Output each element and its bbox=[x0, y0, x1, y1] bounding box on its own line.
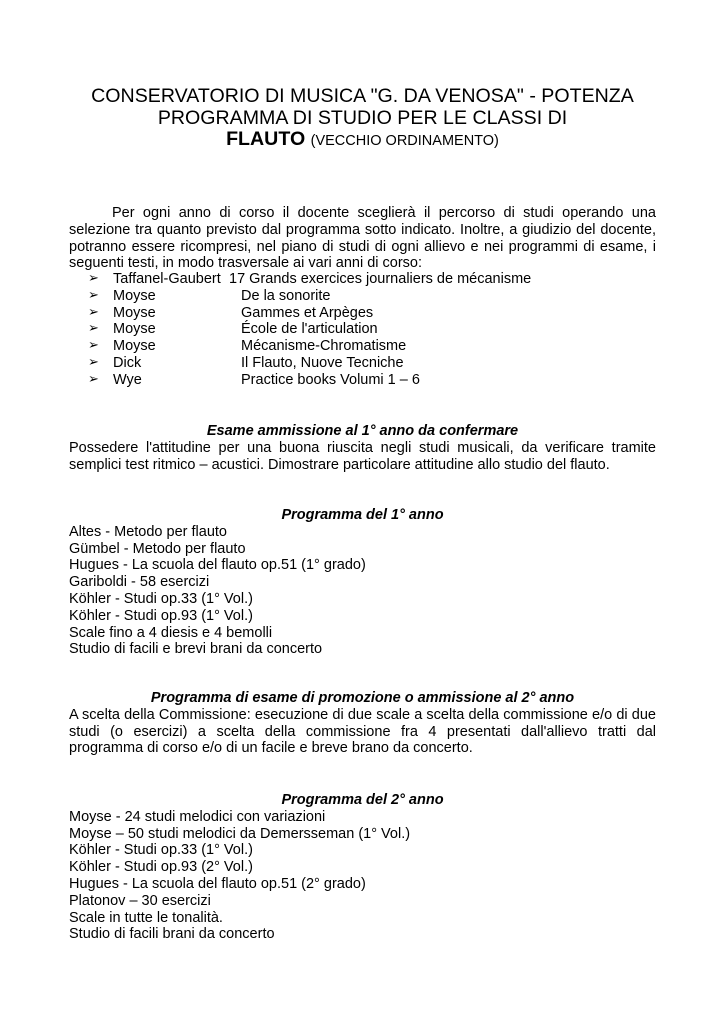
section-heading: Programma di esame di promozione o ammissione al 2° anno bbox=[150, 690, 575, 706]
item-title: Practice books Volumi 1 – 6 bbox=[241, 371, 420, 388]
item-title: Il Flauto, Nuove Tecniche bbox=[241, 354, 404, 371]
list-item: Hugues - La scuola del flauto op.51 (2° grado) bbox=[69, 875, 366, 892]
section-heading: Esame ammissione al 1° anno da confermare bbox=[206, 423, 519, 439]
list-item: Moyse – 50 studi melodici da Demersseman (1° Vol.) bbox=[69, 825, 411, 842]
list-item: Platonov – 30 esercizi bbox=[69, 892, 211, 909]
list-item: Köhler - Studi op.93 (2° Vol.) bbox=[69, 859, 253, 876]
list-item bbox=[0, 288, 725, 305]
item-author: Taffanel-Gaubert bbox=[113, 271, 221, 287]
item-title: Gammes et Arpèges bbox=[241, 304, 374, 321]
document-header bbox=[0, 86, 725, 153]
list-item: Gümbel - Metodo per flauto bbox=[69, 540, 246, 557]
list-item: Moyse - 24 studi melodici con variazioni bbox=[69, 808, 326, 825]
section-heading: Programma del 1° anno bbox=[281, 507, 444, 523]
arrow-bullet-icon: ➢ bbox=[88, 338, 99, 354]
item-title: De la sonorite bbox=[241, 287, 331, 304]
transversal-texts-list bbox=[0, 271, 725, 389]
item-author: Wye bbox=[113, 371, 142, 388]
item-author: Moyse bbox=[113, 338, 156, 355]
program-title: PROGRAMMA DI STUDIO PER LE CLASSI DI bbox=[157, 106, 568, 129]
list-item: Scale in tutte le tonalità. bbox=[69, 909, 223, 926]
list-item bbox=[0, 271, 725, 288]
list-item bbox=[0, 321, 725, 338]
section-paragraph: Possedere l'attitudine per una buona riuscita negli studi musicali, da verificare tramite semplici test ritmico – acustici. Dimostrare particolare attitudine allo studio del flauto. bbox=[69, 439, 656, 473]
arrow-bullet-icon: ➢ bbox=[88, 271, 99, 286]
item-title: École de l'articulation bbox=[241, 321, 378, 338]
study-list bbox=[69, 809, 656, 943]
promotion-exam-section bbox=[69, 690, 656, 757]
instrument-line bbox=[0, 129, 725, 153]
instrument-name: FLAUTO bbox=[226, 128, 306, 150]
item-title: Mécanisme-Chromatisme bbox=[241, 338, 407, 355]
list-item: Hugues - La scuola del flauto op.51 (1° grado) bbox=[69, 557, 366, 574]
item-author: Moyse bbox=[113, 321, 156, 338]
conservatory-title: CONSERVATORIO DI MUSICA "G. DA VENOSA" - POTENZA bbox=[91, 85, 634, 107]
item-author: Moyse bbox=[113, 287, 156, 304]
admission-exam-section bbox=[69, 423, 656, 473]
first-year-program-section bbox=[69, 507, 656, 658]
list-item: Gariboldi - 58 esercizi bbox=[69, 574, 210, 591]
list-item: Köhler - Studi op.33 (1° Vol.) bbox=[69, 590, 253, 607]
arrow-bullet-icon: ➢ bbox=[88, 321, 99, 337]
study-list bbox=[69, 524, 656, 658]
item-author: Dick bbox=[113, 354, 142, 371]
intro-section bbox=[69, 205, 656, 272]
arrow-bullet-icon: ➢ bbox=[88, 287, 99, 303]
ordinamento-note: (VECCHIO ORDINAMENTO) bbox=[310, 133, 499, 149]
arrow-bullet-icon: ➢ bbox=[88, 371, 99, 387]
item-title: 17 Grands exercices journaliers de mécanisme bbox=[229, 271, 532, 287]
second-year-program-section bbox=[69, 792, 656, 943]
list-item: Studio di facili e brevi brani da concerto bbox=[69, 641, 323, 658]
list-item bbox=[0, 305, 725, 322]
list-item: Köhler - Studi op.93 (1° Vol.) bbox=[69, 607, 253, 624]
list-item: Altes - Metodo per flauto bbox=[69, 523, 227, 540]
list-item: Scale fino a 4 diesis e 4 bemolli bbox=[69, 624, 273, 641]
section-paragraph: A scelta della Commissione: esecuzione di due scale a scelta della commissione e/o di due studi (o esercizi) a scelta della commissione fra 4 presentati dall'allievo tratti dal programma di corso e/o di un facile e breve brano da concerto. bbox=[69, 706, 656, 757]
arrow-bullet-icon: ➢ bbox=[88, 304, 99, 320]
item-author: Moyse bbox=[113, 304, 156, 321]
list-item bbox=[0, 372, 725, 389]
section-heading: Programma del 2° anno bbox=[281, 792, 444, 808]
list-item bbox=[0, 355, 725, 372]
arrow-bullet-icon: ➢ bbox=[88, 354, 99, 370]
list-item: Studio di facili brani da concerto bbox=[69, 926, 275, 943]
intro-paragraph: Per ogni anno di corso il docente sceglierà il percorso di studi operando una selezione tra quanto previsto dal programma sotto indicato. Inoltre, a giudizio del docente, potranno essere ricompresi, nel piano di studi di ogni allievo e nei programmi di esame, i seguenti testi, in modo trasversale ai vari anni di corso: bbox=[69, 205, 656, 272]
list-item: Köhler - Studi op.33 (1° Vol.) bbox=[69, 842, 253, 859]
list-item bbox=[0, 338, 725, 355]
